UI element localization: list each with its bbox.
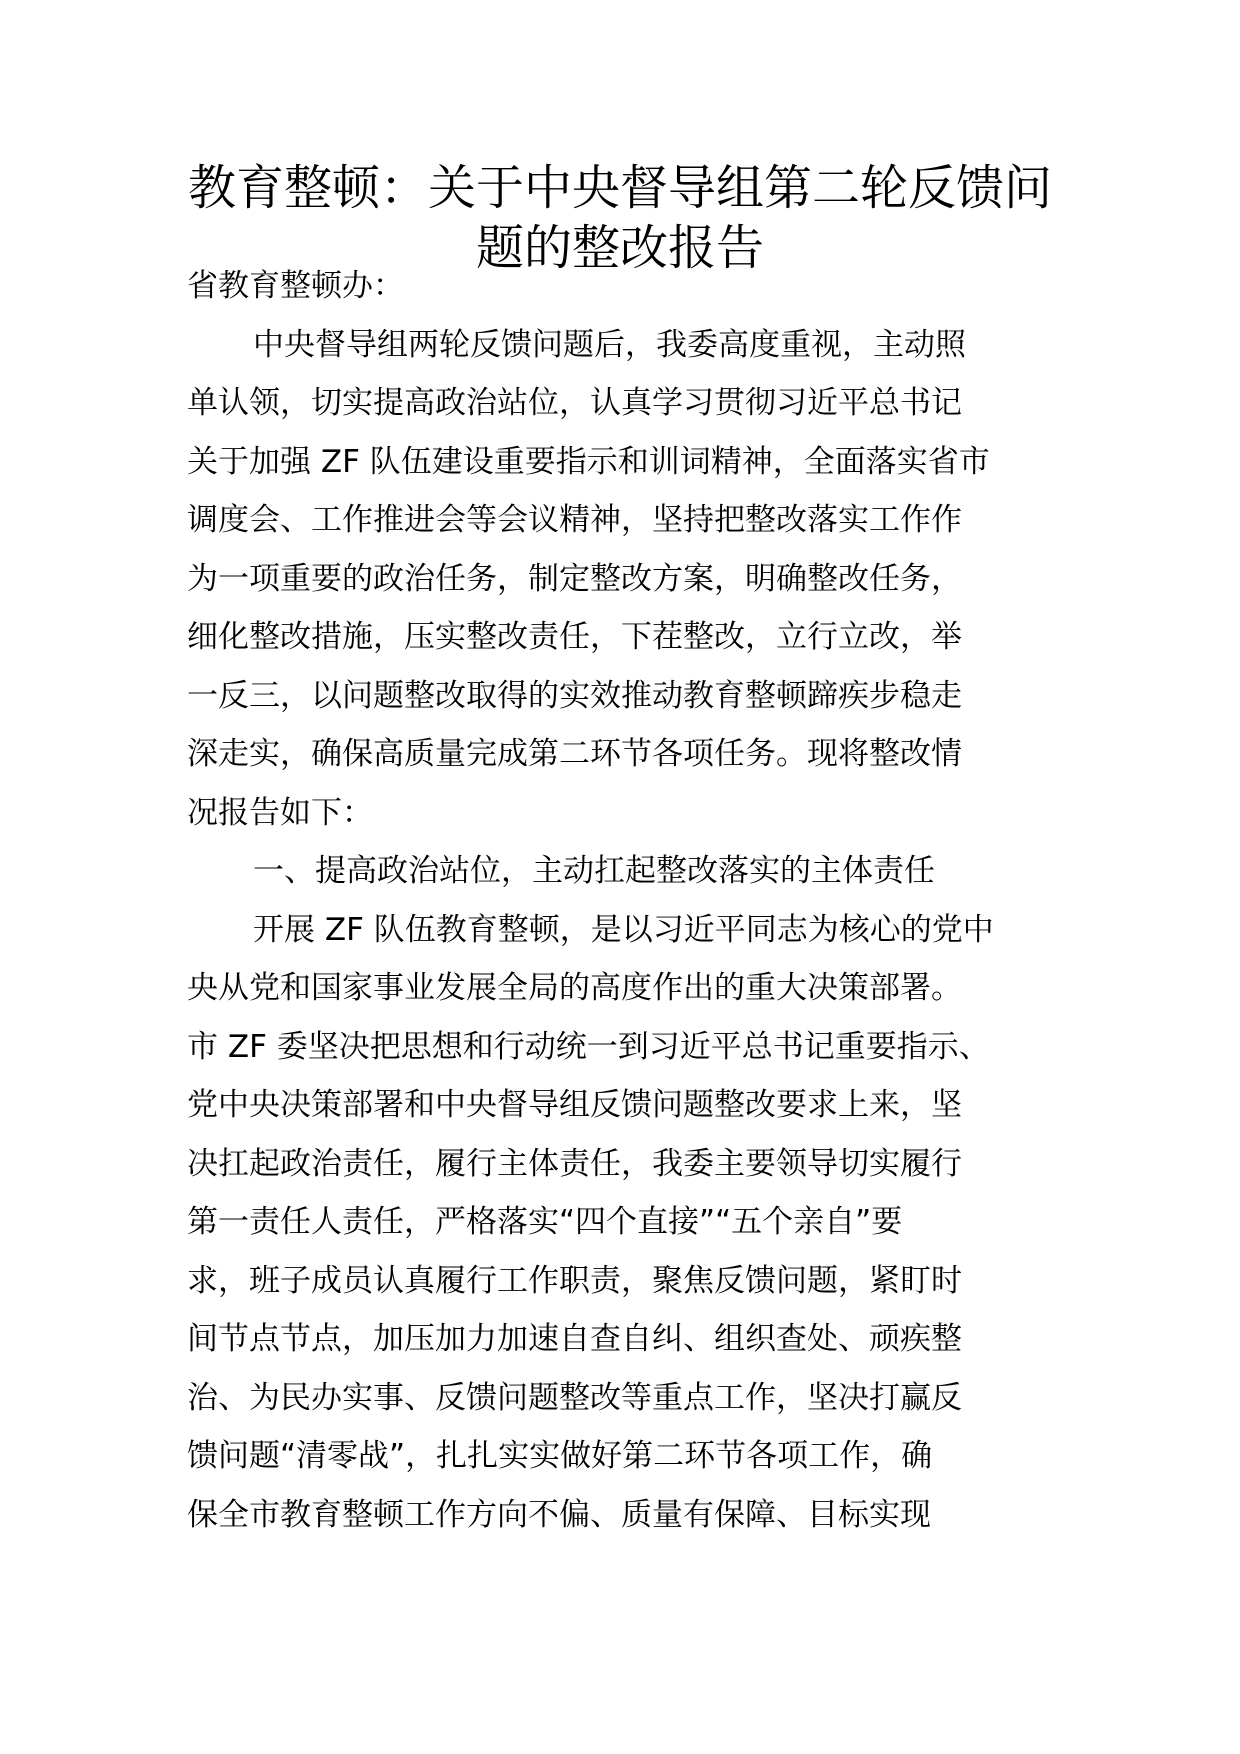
body-line: 为一项重要的政治任务，制定整改方案，明确整改任务， — [187, 560, 962, 597]
section-heading: 一、提高政治站位，主动扛起整改落实的主体责任 — [253, 853, 935, 889]
body-line: 馈问题“清零战”，扎扎实实做好第二环节各项工作，确 — [187, 1438, 933, 1474]
title-line: 题的整改报告 — [475, 220, 764, 276]
body-line: 一反三，以问题整改取得的实效推动教育整顿蹄疾步稳走 — [187, 677, 962, 714]
body-line: 治、为民办实事、反馈问题整改等重点工作，坚决打赢反 — [187, 1379, 962, 1416]
body-line: 中央督导组两轮反馈问题后，我委高度重视，主动照 — [253, 326, 966, 363]
document-body — [187, 257, 1055, 1544]
body-line: 单认领，切实提高政治站位，认真学习贯彻习近平总书记 — [187, 385, 962, 421]
body-line: 央从党和国家事业发展全局的高度作出的重大决策部署。 — [187, 970, 962, 1006]
body-line: 调度会、工作推进会等会议精神，坚持把整改落实工作作 — [187, 502, 962, 538]
body-line: 间节点节点，加压加力加速自查自纠、组织查处、顽疾整 — [187, 1321, 962, 1357]
salutation: 省教育整顿办： — [187, 268, 404, 304]
body-line: 党中央决策部署和中央督导组反馈问题整改要求上来，坚 — [187, 1087, 962, 1123]
body-line: 关于加强 ZF 队伍建设重要指示和训词精神，全面落实省市 — [187, 443, 990, 480]
body-line: 保全市教育整顿工作方向不偏、质量有保障、目标实现 — [187, 1496, 931, 1533]
body-line: 第一责任人责任，严格落实“四个直接”“五个亲自”要 — [187, 1204, 903, 1240]
body-line: 市 ZF 委坚决把思想和行动统一到习近平总书记重要指示、 — [187, 1028, 990, 1065]
body-line: 况报告如下： — [187, 794, 373, 831]
body-line: 开展 ZF 队伍教育整顿，是以习近平同志为核心的党中 — [253, 911, 994, 948]
body-line: 求，班子成员认真履行工作职责，聚焦反馈问题，紧盯时 — [187, 1262, 962, 1299]
body-line: 细化整改措施，压实整改责任，下茬整改，立行立改，举 — [187, 619, 962, 655]
body-line: 深走实，确保高质量完成第二环节各项任务。现将整改情 — [187, 736, 962, 772]
body-line: 决扛起政治责任，履行主体责任，我委主要领导切实履行 — [187, 1145, 962, 1182]
title-line: 教育整顿：关于中央督导组第二轮反馈问 — [187, 160, 1052, 216]
